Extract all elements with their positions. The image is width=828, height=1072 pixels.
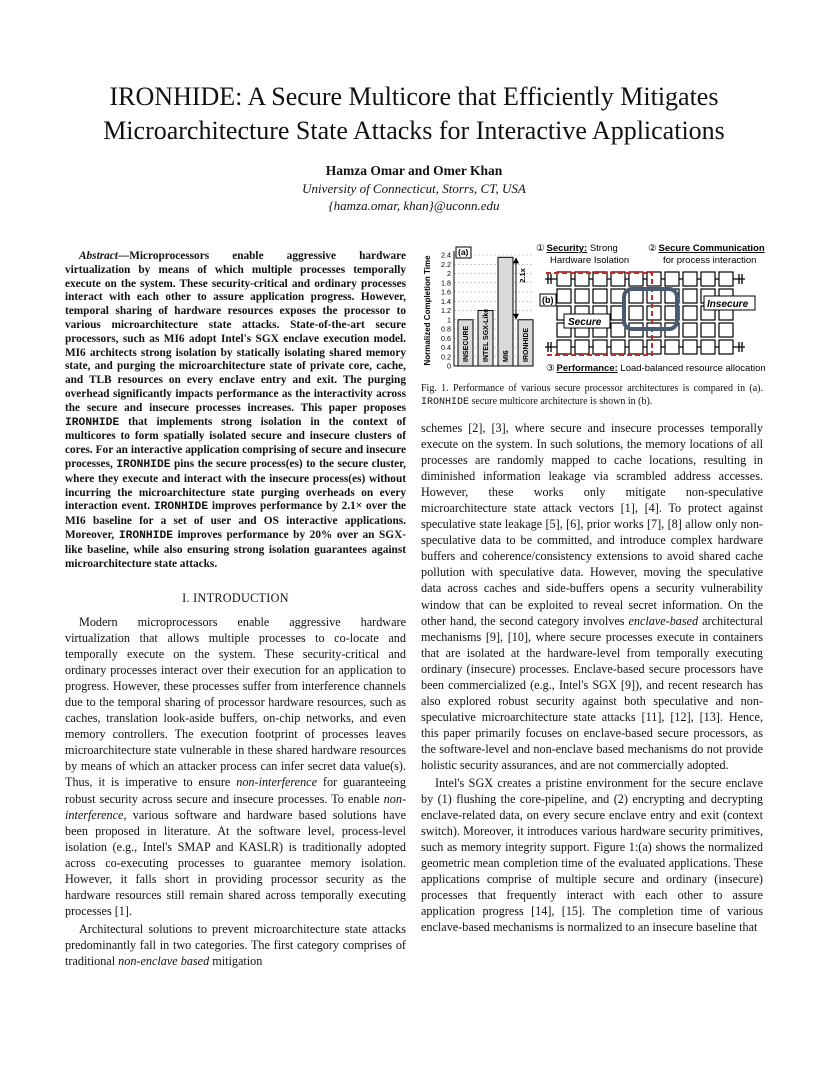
- arrow-head-down: [513, 314, 519, 320]
- core-tile: [593, 272, 607, 286]
- core-tile: [701, 340, 715, 354]
- core-tile: [557, 340, 571, 354]
- text-run: secure multicore architecture is shown in (b).: [469, 395, 653, 407]
- abstract-text-1: —Microprocessors enable aggressive hardware virtualization by means of which multiple processes temporally execute on the system. These security-critical and ordinary processes interact with each other to assure application progress. However, temporal sharing of hardware resources exposes the processor to various microarchitecture state attacks. State-of-the-art secure processors, such as MI6 adopt Intel's SGX enclave execution model. MI6 architects strong isolation by statically isolating shared memory state, and purging the microarchitecture state of private core, cache, and TLB resources on every enclave entry and exit. The purging overhead significantly impacts performance as the interactivity across the secure and insecure processes increases. This paper proposes: [65, 250, 406, 414]
- core-tile: [557, 289, 571, 303]
- core-tile: [719, 272, 733, 286]
- core-tile: [593, 340, 607, 354]
- core-tile: [683, 340, 697, 354]
- title-line-2: Microarchitecture State Attacks for Interactive Applications: [103, 116, 725, 145]
- caption-keyword: IRONHIDE: [421, 396, 470, 408]
- authors: Hamza Omar and Omer Khan: [325, 163, 503, 178]
- architecture-diagram: [536, 243, 766, 374]
- core-grid: [545, 272, 745, 354]
- text-run: Fig. 1. Performance of various secure processor architectures is compared in (a).: [421, 383, 763, 394]
- email: {hamza.omar, khan}@uconn.edu: [328, 198, 500, 213]
- y-tick-label: 0.8: [441, 324, 451, 334]
- abstract: [65, 250, 406, 571]
- intro-paragraph-1: [65, 614, 406, 919]
- y-tick-label: 0.6: [441, 333, 451, 343]
- y-tick-label: 0.2: [441, 352, 451, 362]
- heading-communication-line2: for process interaction: [663, 255, 757, 266]
- panel-b-label: (b): [542, 295, 554, 305]
- bar-label: MI6: [503, 350, 510, 362]
- core-tile: [629, 306, 643, 320]
- intro-paragraph-2: [65, 921, 406, 969]
- y-tick-label: 1.4: [441, 296, 451, 306]
- heading-communication: ② Secure Communication: [648, 243, 765, 254]
- core-tile: [629, 340, 643, 354]
- heading-security-line2: Hardware Isolation: [550, 255, 630, 266]
- section-heading-introduction: I. INTRODUCTION: [182, 591, 289, 605]
- intro-right-column: [421, 420, 763, 936]
- heading-security: ① Security: Strong: [536, 243, 618, 254]
- core-tile: [575, 272, 589, 286]
- text-run: schemes [2], [3], where secure and insecure processes temporally execute on the system. In such solutions, the memory locations of all processes are randomly mapped to cache locations, resulting in diminished information leakage via scrambled address accesses. However, these works only mitigate non-speculative microarchitecture state attack vectors [1], [4]. To protect against speculative state leakage [5], [6], prior works [7], [8] allow only non-speculative data to be committed, and introduce complex hardware buffers and coherence/consistency extensions to avoid shared cache pollution with speculative data. However, moving the speculative data across caches and side-buffers opens a security vulnerability window that can be exploited to reveal secret information. On the other hand, the second category involves: [421, 421, 763, 628]
- abstract-text-5: improves performance by 20% over an SGX-like baseline, while also ensuring strong isolation guarantees against microarchitecture state attacks.: [65, 528, 406, 570]
- bar-chart: [423, 247, 533, 371]
- emphasis: non-enclave based: [118, 953, 210, 968]
- core-tile: [629, 272, 643, 286]
- abstract-text-3: pins the secure process(es) to the secure cluster, where they execute and interact with the insecure process(es) without incurring the microarchitecture state purging overheads on every interaction event.: [65, 457, 406, 513]
- abstract-lead: Abstract: [79, 250, 118, 262]
- y-tick-label: 1.2: [441, 306, 451, 315]
- y-tick-label: 1: [447, 315, 451, 325]
- abstract-keyword: IRONHIDE: [153, 501, 209, 514]
- bar: [498, 257, 513, 366]
- core-tile: [575, 289, 589, 303]
- abstract-keyword: IRONHIDE: [65, 416, 120, 429]
- heading-performance: ③ Performance: Load-balanced resource allocation: [546, 363, 766, 374]
- figure-caption: [421, 383, 763, 409]
- core-tile: [611, 272, 625, 286]
- core-tile: [647, 272, 661, 286]
- core-tile: [683, 323, 697, 337]
- intro-paragraph-3: [421, 420, 763, 773]
- core-tile: [665, 340, 679, 354]
- figure-1: [421, 238, 766, 378]
- y-axis-label: Normalized Completion Time: [423, 255, 432, 366]
- secure-label: Secure: [568, 317, 602, 328]
- paper-title: [40, 80, 788, 148]
- y-tick-label: 2.2: [441, 259, 451, 269]
- y-tick-label: 2: [447, 269, 451, 278]
- core-tile: [719, 340, 733, 354]
- core-tile: [683, 289, 697, 303]
- core-tile: [647, 340, 661, 354]
- core-tile: [629, 289, 643, 303]
- multiplier-label: 2.1x: [518, 268, 527, 283]
- abstract-text-4: improves performance by 2.1× over the MI6 baseline for a set of user and OS interactive applications. Moreover,: [65, 500, 406, 541]
- text-run: , various software and hardware based solutions have been proposed in literature. At the software level, process-level isolation (e.g., Intel's SMAP and KASLR) is traditionally adopted across co-executing processes to guarantee memory isolation. However, it falls short in providing processor security as the hardware resources still remain shared across temporally executing processes [1].: [65, 807, 406, 918]
- text-run: Modern microprocessors enable aggressive hardware virtualization that allows multiple processes to co-locate and temporally execute on the system. These security-critical and ordinary processes interact over their execution for an application to progress. However, these processes suffer from interference channels due to the temporal sharing of processor hardware resources, such as caches, translation look-aside buffers, on-chip networks, and even memory controllers. The execution footprint of processes leaves microarchitecture state vulnerable in these shared hardware resources by means of which an attacker process can infer secret data value(s). Thus, it is imperative to ensure: [65, 615, 406, 790]
- y-tick-label: 2.4: [441, 250, 451, 260]
- core-tile: [719, 323, 733, 337]
- panel-a-label: (a): [458, 247, 469, 257]
- intro-left-column: [65, 614, 406, 969]
- abstract-keyword: IRONHIDE: [118, 529, 174, 542]
- abstract-text-2: that implements strong isolation in the context of multicores to form spatially isolated secure and insecure clusters of cores. For an interactive application comprising of secure and insecure processes,: [65, 415, 406, 470]
- text-run: Architectural solutions to prevent microarchitecture state attacks predominantly fall in two categories. The first category comprises of traditional: [65, 921, 406, 968]
- intro-paragraph-4: [421, 775, 763, 935]
- insecure-label: Insecure: [707, 299, 749, 310]
- text-run: for guaranteeing robust security across secure and insecure processes. To enable: [65, 775, 406, 806]
- bar-label: IRONHIDE: [523, 327, 530, 362]
- emphasis: non-interference: [65, 791, 406, 822]
- y-tick-label: 0: [447, 361, 451, 371]
- y-tick-label: 1.6: [441, 287, 451, 297]
- core-tile: [701, 272, 715, 286]
- core-tile: [593, 289, 607, 303]
- y-tick-label: 1.8: [441, 278, 451, 288]
- text-run: Intel's SGX creates a pristine environment for the secure enclave by (1) flushing the core-pipeline, and (2) encrypting and decrypting enclave-related data, on every secure enclave entry and exit (context switch). Moreover, it introduces various hardware security primitives, such as memory integrity support. Figure 1:(a) shows the normalized geometric mean completion time of the evaluated applications. These applications comprise of multiple secure and ordinary (insecure) processes that frequently interact with each other to assure application progress [14], [15]. The completion time of various enclave-based mechanisms is normalized to an insecure baseline that: [421, 776, 763, 935]
- bar-label: INSECURE: [463, 325, 470, 362]
- emphasis: enclave-based: [628, 613, 699, 628]
- y-tick-label: 0.4: [441, 343, 451, 352]
- core-tile: [701, 323, 715, 337]
- core-tile: [611, 340, 625, 354]
- core-tile: [647, 306, 661, 320]
- arrow-head-up: [513, 257, 519, 263]
- core-tile: [575, 340, 589, 354]
- core-tile: [557, 272, 571, 286]
- abstract-keyword: IRONHIDE: [116, 458, 171, 471]
- core-tile: [665, 272, 679, 286]
- text-run: architectural mechanisms [9], [10], where secure processes execute in containers that are isolated at the hardware-level from temporally executing ordinary (insecure) processes. Enclave-based secure processors have been commercialized (e.g., Intel's SGX [9]), and recent research has also explored robust security against both speculative and non-speculative microarchitecture state attacks [11], [12], [13]. Hence, this paper primarily focuses on enclave-based secure processors, as the software-level and non-enclave based mechanisms do not provide holistic security assurances, and are not commercially adopted.: [421, 613, 763, 772]
- bar-label: INTEL SGX-Like: [483, 308, 490, 362]
- text-run: mitigation: [209, 953, 263, 968]
- core-tile: [683, 306, 697, 320]
- core-tile: [683, 272, 697, 286]
- affiliation: University of Connecticut, Storrs, CT, USA: [302, 181, 526, 196]
- title-line-1: IRONHIDE: A Secure Multicore that Efficiently Mitigates: [109, 82, 719, 111]
- core-tile: [647, 289, 661, 303]
- emphasis: non-interference: [236, 775, 317, 790]
